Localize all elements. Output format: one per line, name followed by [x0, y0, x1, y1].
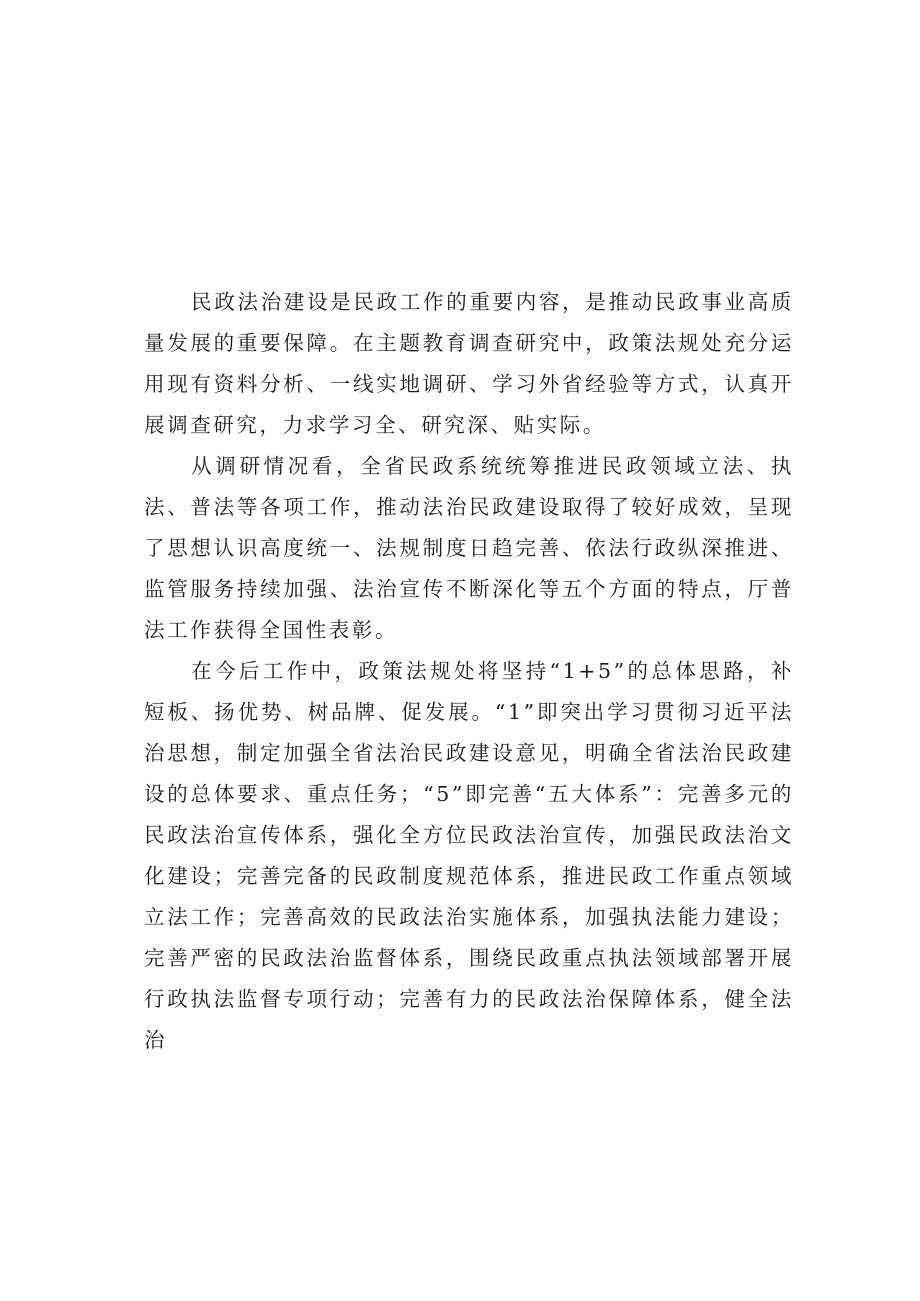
document-body [144, 282, 794, 1061]
paragraph-findings: 从调研情况看，全省民政系统统筹推进民政领域立法、执法、普法等各项工作，推动法治民政建设取得了较好成效，呈现了思想认识高度统一、法规制度日趋完善、依法行政纵深推进、监管服务持续加强、法治宣传不断深化等五个方面的特点，厅普法工作获得全国性表彰。 [144, 454, 794, 642]
paragraph-intro: 民政法治建设是民政工作的重要内容，是推动民政事业高质量发展的重要保障。在主题教育调查研究中，政策法规处充分运用现有资料分析、一线实地调研、学习外省经验等方式，认真开展调查研究，力求学习全、研究深、贴实际。 [144, 290, 794, 437]
paragraph-plan: 在今后工作中，政策法规处将坚持“1+5”的总体思路，补短板、扬优势、树品牌、促发展。“1”即突出学习贯彻习近平法治思想，制定加强全省法治民政建设意见，明确全省法治民政建设的总体要求、重点任务；“5”即完善“五大体系”：完善多元的民政法治宣传体系，强化全方位民政法治宣传，加强民政法治文化建设；完善完备的民政制度规范体系，推进民政工作重点领域立法工作；完善高效的民政法治实施体系，加强执法能力建设；完善严密的民政法治监督体系，围绕民政重点执法领域部署开展行政执法监督专项行动；完善有力的民政法治保障体系，健全法治 [144, 659, 794, 1052]
